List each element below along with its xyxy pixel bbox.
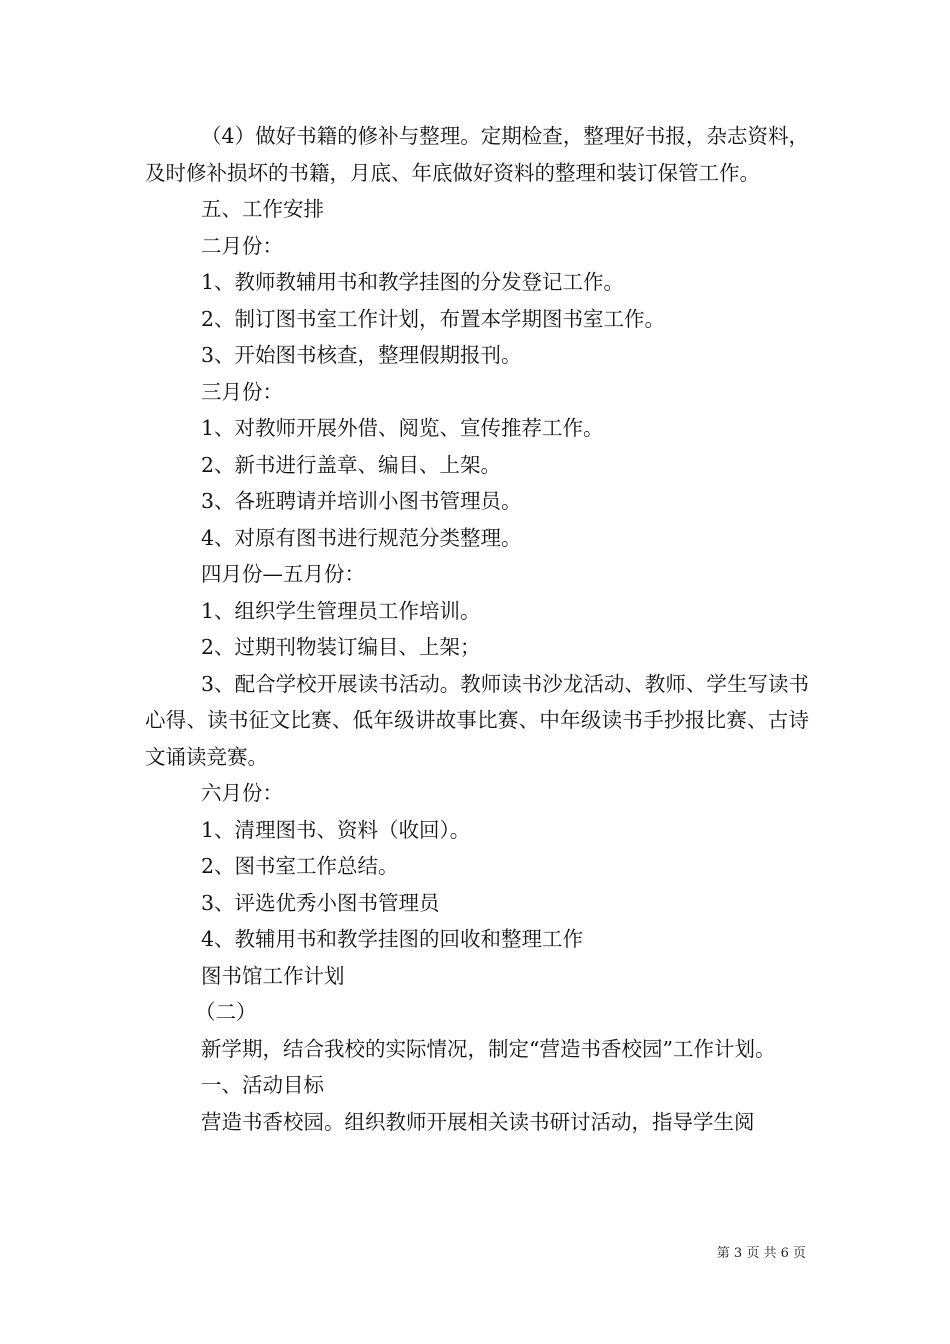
list-item: 1、教师教辅用书和教学挂图的分发登记工作。: [201, 270, 625, 294]
paragraph: 营造书香校园。组织教师开展相关读书研讨活动，指导学生阅: [201, 1109, 755, 1134]
list-item: 1、组织学生管理员工作培训。: [201, 598, 481, 623]
list-item: 3、配合学校开展读书活动。教师读书沙龙活动、教师、学生写读书心得、读书征文比赛、低年级讲故事比赛、中年级读书手抄报比赛、古诗文诵读竞赛。: [145, 671, 809, 769]
list-item: 1、对教师开展外借、阅览、宣传推荐工作。: [201, 416, 604, 440]
list-item: 3、各班聘请并培训小图书管理员。: [201, 489, 522, 513]
paragraph: （4）做好书籍的修补与整理。定期检查，整理好书报，杂志资料，及时修补损坏的书籍，月底、年底做好资料的整理和装订保管工作。: [145, 124, 809, 185]
document-title: 图书馆工作计划: [201, 963, 345, 988]
page-number: 第 3 页 共 6 页: [716, 1246, 806, 1261]
month-heading: 六月份：: [201, 781, 283, 805]
list-item: 3、评选优秀小图书管理员: [201, 890, 440, 915]
document-body: [145, 118, 809, 1140]
list-item: 2、过期刊物装订编目、上架；: [201, 635, 481, 659]
list-item: 4、教辅用书和教学挂图的回收和整理工作: [201, 927, 584, 951]
paragraph: 新学期，结合我校的实际情况，制定“营造书香校园”工作计划。: [201, 1036, 776, 1061]
month-heading: 四月份—五月份：: [201, 562, 365, 586]
document-subtitle: （二）: [195, 1000, 257, 1024]
list-item: 3、开始图书核查，整理假期报刊。: [201, 343, 522, 367]
list-item: 4、对原有图书进行规范分类整理。: [201, 525, 522, 550]
section-heading: 五、工作安排: [201, 197, 324, 221]
list-item: 2、图书室工作总结。: [201, 854, 399, 878]
section-heading: 一、活动目标: [201, 1073, 324, 1097]
list-item: 1、清理图书、资料（收回）。: [201, 817, 471, 842]
month-heading: 三月份：: [201, 379, 283, 404]
list-item: 2、制订图书室工作计划，布置本学期图书室工作。: [201, 306, 666, 331]
list-item: 2、新书进行盖章、编目、上架。: [201, 452, 502, 477]
month-heading: 二月份：: [201, 233, 283, 258]
